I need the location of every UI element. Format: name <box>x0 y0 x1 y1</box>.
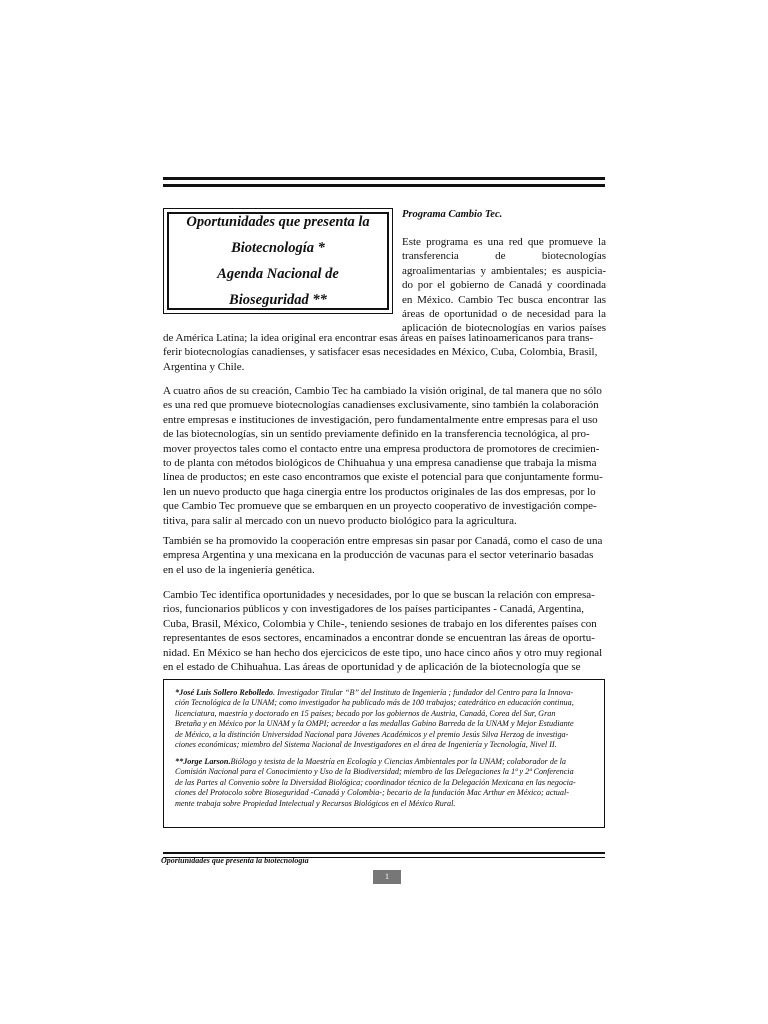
title-line: Agenda Nacional de <box>217 266 339 282</box>
footnote-first-line <box>175 688 595 698</box>
title-line: Bioseguridad ** <box>229 292 327 308</box>
top-rule-thin <box>163 184 605 187</box>
text-line: Argentina y Chile. <box>163 360 245 373</box>
page-number: 1 <box>373 870 401 884</box>
text-line: to de planta con métodos biológicos de Chihuahua y una empresa canadiense que trabaja la misma <box>163 456 597 469</box>
title-box <box>163 208 393 314</box>
text-line: También se ha promovido la cooperación entre empresas sin pasar por Canadá, como el caso de una <box>163 535 603 547</box>
footnote-line: ciones económicas; miembro del Sistema Nacional de Investigadores en el área de Ingeniería y Tecnología, Nivel II. <box>175 739 557 749</box>
text-line: áreas de oportunidad o de necesidad para la <box>402 307 606 320</box>
text-line: rios, funcionarios públicos y con investigadores de los países participantes - Canadá, Argentina, <box>163 603 585 616</box>
text-line: de las biotecnologías, sin un sentido previamente definido en la transferencia tecnológica, al pro- <box>163 428 590 441</box>
top-rule-thick <box>163 177 605 180</box>
text-line: de América Latina; la idea original era encontrar esas áreas en países latinoamericanos para trans- <box>163 332 594 344</box>
footer-rule-thick <box>163 852 605 854</box>
text-line: Este programa es una red que promueve la <box>402 236 606 248</box>
text-line: línea de productos; en este caso encontramos que existe el potencial para que conjuntamente formu- <box>163 471 603 484</box>
right-column-text <box>402 235 606 336</box>
text-line: transferencia de biotecnologías <box>402 250 606 263</box>
footnote-author-name: *José Luis Sollero Rebolledo <box>175 688 274 697</box>
title-box-inner <box>167 212 389 310</box>
text-line: aplicación de biotecnologías en varios países <box>402 322 606 335</box>
text-line: A cuatro años de su creación, Cambio Tec ha cambiado la visión original, de tal manera que no sólo <box>163 385 602 397</box>
footnote-first-line <box>175 757 595 767</box>
text-line: agroalimentarias y ambientales; es auspicia- <box>402 264 606 277</box>
section-heading: Programa Cambio Tec. <box>402 209 503 220</box>
text-line: do por el gobierno de Canadá y coordinada <box>402 279 606 292</box>
footnote-text: Biólogo y tesista de la Maestría en Ecología y Ciencias Ambientales por la UNAM; colaborador de la <box>230 757 566 766</box>
text-line: entre empresas e instituciones de investigación, pero fundamentalmente entre empresas para el uso <box>163 413 598 426</box>
paragraph-2 <box>163 384 605 528</box>
title-line: Biotecnología * <box>231 240 325 256</box>
paragraph-3 <box>163 534 605 577</box>
text-line: es una red que promueve biotecnologías canadienses exclusivamente, sino también la colaboración <box>163 399 599 412</box>
text-line: empresa Argentina y una mexicana en la producción de vacunas para el sector veterinario basadas <box>163 549 594 562</box>
title-line: Oportunidades que presenta la <box>186 214 370 230</box>
text-line: mover proyectos tales como el contacto entre una empresa productora de promotores de crecimien- <box>163 442 600 455</box>
footnote-author-name: **Jorge Larson. <box>175 757 231 766</box>
footnote-sollero <box>175 688 595 750</box>
text-line: en México. Cambio Tec busca encontrar las <box>402 293 606 306</box>
footnote-line: Comisión Nacional para el Conocimiento y Uso de la Biodiversidad; miembro de las Delegaciones la 1ª y 2ª Conferencia <box>175 767 574 777</box>
footnote-line: ciones del Protocolo sobre Bioseguridad -Canadá y Colombia-; becario de la fundación Mac Arthur en México; actual- <box>175 788 569 798</box>
running-footer-title: Oportunidades que presenta la biotecnología <box>161 856 309 865</box>
text-line: representantes de esos sectores, encaminados a encontrar donde se encuentran las áreas de oportu- <box>163 632 595 645</box>
footnote-line: licenciatura, maestría y doctorado en 15 países; becado por los gobiernos de Austria, Canadá, Corea del Sur, Gran <box>175 708 556 718</box>
footnote-line: mente trabaja sobre Propiedad Intelectual y Recursos Biológicos en el México Rural. <box>175 798 456 808</box>
paragraph-1-continuation <box>163 331 605 374</box>
footnote-text: . Investigador Titular “B” del Instituto de Ingeniería ; fundador del Centro para la Innova- <box>273 688 574 697</box>
text-line: nidad. En México se han hecho dos ejercicicos de este tipo, uno hace cinco años y otro muy regional <box>163 646 603 659</box>
footnote-line: ción Tecnológica de la UNAM; como investigador ha publicado más de 100 trabajos; catedrático en educación continua, <box>175 698 574 708</box>
paragraph-4 <box>163 588 605 674</box>
text-line: Cuba, Brasil, México, Colombia y Chile-, teniendo sesiones de trabajo en los diferentes países con <box>163 617 597 630</box>
footnote-line: Bretaña y en México por la UNAM y la OMPI; acreedor a las medallas Gabino Barreda de la UNAM y Mejor Estudiante <box>175 719 574 729</box>
text-line: len un nuevo producto que haga cinergia entre los productos originales de las dos empresas, por lo <box>163 485 596 498</box>
footnote-line: de México, a la distinción Universidad Nacional para Jóvenes Académicos y el premio Jesús Silva Herzog de investiga- <box>175 729 569 739</box>
text-line: en el estado de Chihuahua. Las áreas de oportunidad y de aplicación de la biotecnología que se <box>163 660 581 673</box>
text-line: que Cambio Tec promueve que se embarquen en un proyecto cooperativo de investigación compe- <box>163 500 597 513</box>
author-notes-box <box>163 679 605 828</box>
footnote-line: de las Partes al Convenio sobre la Diversidad Biológica; coordinador técnico de la Delegación Mexicana en las negocia- <box>175 777 576 787</box>
text-line: ferir biotecnologías canadienses, y satisfacer esas necesidades en México, Cuba, Colombia, Brasil, <box>163 346 598 359</box>
text-line: en el uso de la ingeniería genética. <box>163 563 315 576</box>
footnote-larson <box>175 757 595 809</box>
text-line: titiva, para salir al mercado con un nuevo producto biológico para la agricultura. <box>163 514 517 527</box>
text-line: Cambio Tec identifica oportunidades y necesidades, por lo que se buscan la relación con empresa- <box>163 589 595 601</box>
